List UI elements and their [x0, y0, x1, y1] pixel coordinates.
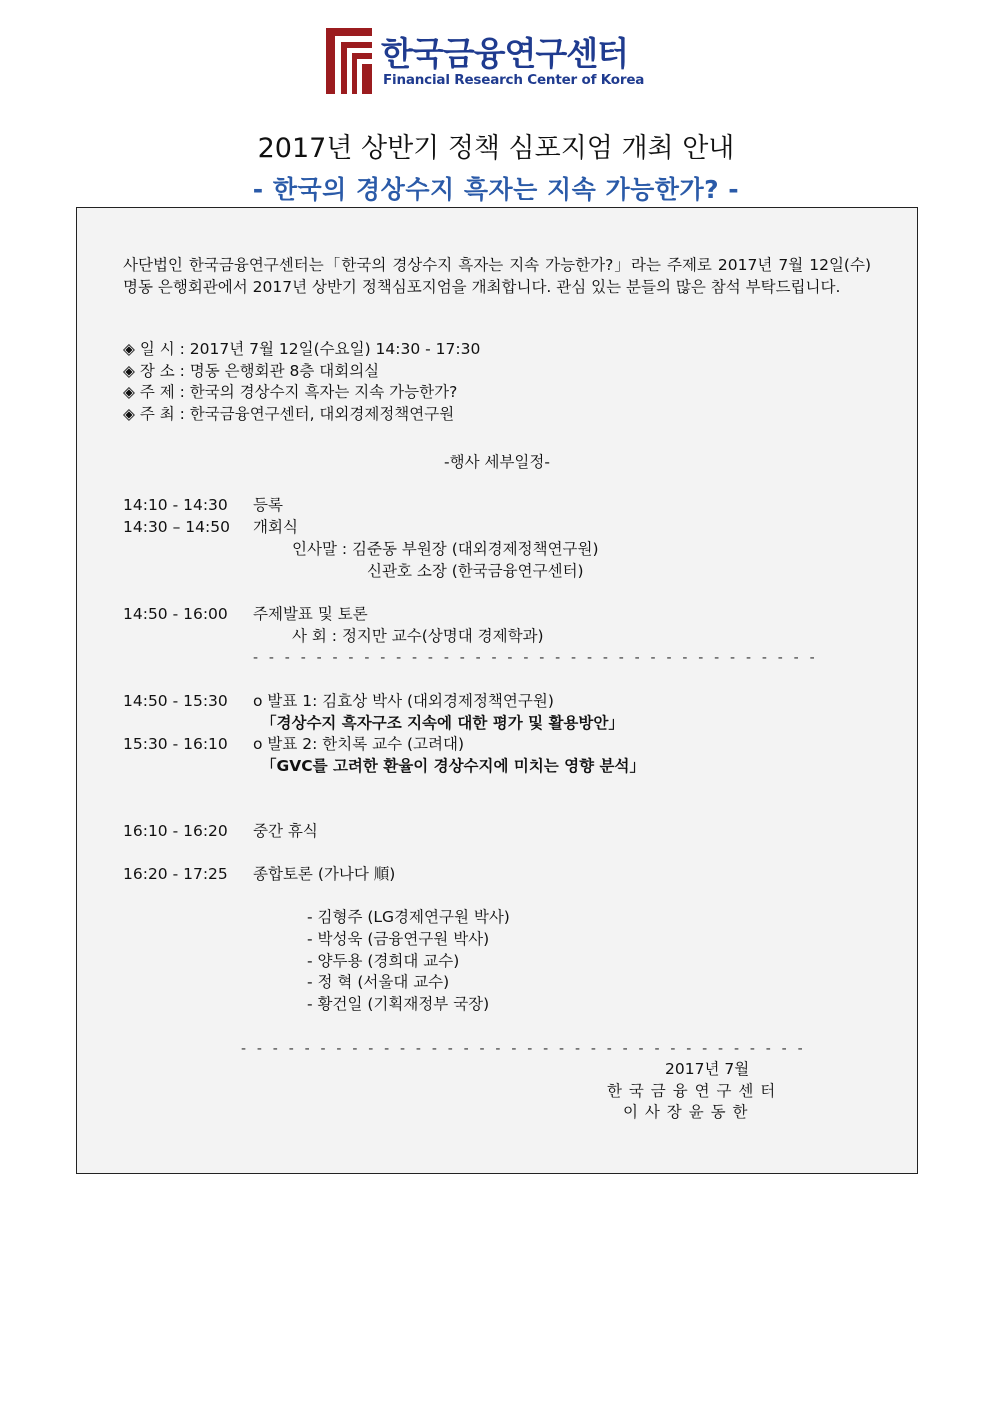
separator-line: - - - - - - - - - - - - - - - - - - - - - - - - - - - - - - - - - - - - — [241, 1041, 806, 1057]
logo-mark-icon — [326, 28, 372, 94]
schedule-time: 14:50 - 15:30 — [123, 692, 228, 710]
intro-paragraph: 사단법인 한국금융연구센터는「한국의 경상수지 흑자는 지속 가능한가?」라는 주제로 2017년 7월 12일(수) 명동 은행회관에서 2017년 상반기 정책심포지엄을 개최합니다. 관심 있는 분들의 많은 참석 부탁드립니다. — [123, 256, 871, 296]
signature-date: 2017년 7월 — [665, 1060, 750, 1078]
logo — [326, 28, 645, 96]
schedule-item: 등록 — [253, 496, 283, 514]
info-venue: ◈ 장 소 : 명동 은행회관 8층 대회의실 — [123, 362, 380, 380]
signature-name: 이 사 장 윤 동 한 — [623, 1103, 749, 1121]
schedule-time: 16:10 - 16:20 — [123, 822, 228, 840]
schedule-time: 14:30 – 14:50 — [123, 518, 230, 536]
schedule-detail: 신관호 소장 (한국금융연구센터) — [367, 562, 584, 580]
schedule-item: 중간 휴식 — [253, 822, 318, 840]
schedule-heading: -행사 세부일정- — [444, 453, 550, 471]
presentation-title: 「GVC를 고려한 환율이 경상수지에 미치는 영향 분석」 — [261, 757, 645, 775]
presentation-item: o 발표 1: 김효상 박사 (대외경제정책연구원) — [253, 692, 554, 710]
panelist: - 양두용 (경희대 교수) — [307, 952, 460, 970]
schedule-item: 종합토론 (가나다 順) — [253, 865, 396, 883]
info-host: ◈ 주 최 : 한국금융연구센터, 대외경제정책연구원 — [123, 405, 455, 423]
schedule-time: 16:20 - 17:25 — [123, 865, 228, 883]
logo-korean-name: 한국금융연구센터 — [381, 34, 629, 73]
schedule-detail: 인사말 : 김준동 부원장 (대외경제정책연구원) — [292, 540, 599, 558]
schedule-time: 14:10 - 14:30 — [123, 496, 228, 514]
schedule-detail: 사 회 : 정지만 교수(상명대 경제학과) — [292, 627, 544, 645]
schedule-item: 개회식 — [253, 518, 298, 536]
panelist: - 김형주 (LG경제연구원 박사) — [307, 908, 510, 926]
presentation-item: o 발표 2: 한치록 교수 (고려대) — [253, 735, 465, 753]
separator-line: - - - - - - - - - - - - - - - - - - - - - - - - - - - - - - - - - - - - — [253, 650, 818, 666]
schedule-time: 15:30 - 16:10 — [123, 735, 228, 753]
panelist: - 박성욱 (금융연구원 박사) — [307, 930, 490, 948]
logo-english-name: Financial Research Center of Korea — [383, 72, 645, 88]
panelist: - 정 혁 (서울대 교수) — [307, 973, 450, 991]
info-topic: ◈ 주 제 : 한국의 경상수지 흑자는 지속 가능한가? — [123, 383, 458, 401]
page-subtitle: - 한국의 경상수지 흑자는 지속 가능한가? - — [252, 175, 740, 204]
panelist: - 황건일 (기획재정부 국장) — [307, 995, 490, 1013]
page-title: 2017년 상반기 정책 심포지엄 개최 안내 — [257, 133, 735, 164]
presentation-title: 「경상수지 흑자구조 지속에 대한 평가 및 활용방안」 — [261, 714, 624, 732]
schedule-item: 주제발표 및 토론 — [253, 605, 368, 623]
signature-organization: 한 국 금 융 연 구 센 터 — [607, 1082, 777, 1100]
info-date: ◈ 일 시 : 2017년 7월 12일(수요일) 14:30 - 17:30 — [123, 340, 481, 358]
schedule-time: 14:50 - 16:00 — [123, 605, 228, 623]
notice-box — [76, 207, 918, 1174]
